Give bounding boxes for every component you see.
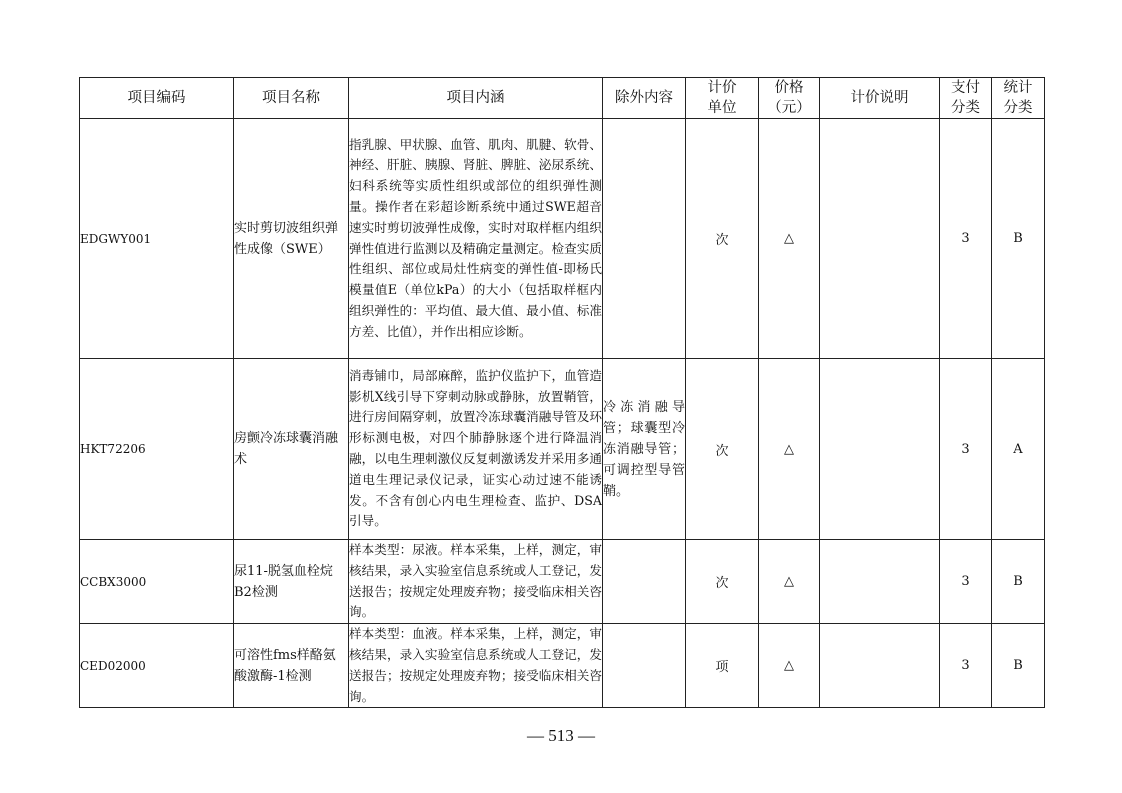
row-name: 房颤冷冻球囊消融术 [234, 359, 349, 540]
row-exclusion [603, 624, 686, 708]
table-row [80, 359, 1045, 540]
row-stat: B [992, 624, 1045, 708]
header-stat-line1: 统计 [1003, 80, 1033, 96]
row-price: △ [759, 540, 820, 624]
row-note [820, 540, 940, 624]
row-price: △ [759, 119, 820, 359]
row-unit: 项 [686, 624, 759, 708]
row-price: △ [759, 624, 820, 708]
row-content: 指乳腺、甲状腺、血管、肌肉、肌腱、软骨、神经、肝脏、胰腺、肾脏、脾脏、泌尿系统、妇科系统等实质性组织或部位的组织弹性测量。操作者在彩超诊断系统中通过SWE超音速实时剪切波弹性成像，实时对取样框内组织弹性值进行监测以及精确定量测定。检查实质性组织、部位或局灶性病变的弹性值-即杨氏模量值E（单位kPa）的大小（包括取样框内组织弹性的：平均值、最大值、最小值、标准方差、比值），并作出相应诊断。 [349, 119, 603, 359]
fee-schedule-table [79, 77, 1045, 708]
header-price [759, 78, 820, 119]
row-exclusion: 冷冻消融导管；球囊型冷冻消融导管；可调控型导管鞘。 [603, 359, 686, 540]
table-row [80, 119, 1045, 359]
header-exclusion: 除外内容 [603, 78, 686, 119]
header-price-line2: （元） [767, 100, 811, 116]
header-unit-line2: 单位 [707, 100, 737, 116]
row-content: 消毒铺巾，局部麻醉，监护仪监护下，血管造影机X线引导下穿刺动脉或静脉，放置鞘管，进行房间隔穿刺，放置冷冻球囊消融导管及环形标测电极，对四个肺静脉逐个进行降温消融，以电生理刺激仪反复刺激诱发并采用多通道电生理记录仪记录，证实心动过速不能诱发。不含有创心内电生理检查、监护、DSA引导。 [349, 359, 603, 540]
header-name: 项目名称 [234, 78, 349, 119]
row-pay: 3 [940, 119, 992, 359]
header-unit-line1: 计价 [707, 80, 737, 96]
row-name: 尿11-脱氢血栓烷B2检测 [234, 540, 349, 624]
row-unit: 次 [686, 359, 759, 540]
row-unit: 次 [686, 119, 759, 359]
header-pay [940, 78, 992, 119]
row-note [820, 119, 940, 359]
row-note [820, 359, 940, 540]
header-note: 计价说明 [820, 78, 940, 119]
row-exclusion [603, 540, 686, 624]
row-name: 实时剪切波组织弹性成像（SWE） [234, 119, 349, 359]
page-number: — 513 — [527, 726, 595, 745]
row-exclusion [603, 119, 686, 359]
header-stat [992, 78, 1045, 119]
row-stat: B [992, 119, 1045, 359]
row-name: 可溶性fms样酪氨酸激酶-1检测 [234, 624, 349, 708]
row-note [820, 624, 940, 708]
header-row [80, 78, 1045, 119]
header-stat-line2: 分类 [1003, 100, 1033, 116]
row-stat: B [992, 540, 1045, 624]
row-pay: 3 [940, 540, 992, 624]
row-stat: A [992, 359, 1045, 540]
header-content: 项目内涵 [349, 78, 603, 119]
row-unit: 次 [686, 540, 759, 624]
header-price-line1: 价格 [774, 80, 804, 96]
row-code: HKT72206 [80, 359, 234, 540]
row-code: CCBX3000 [80, 540, 234, 624]
header-code: 项目编码 [80, 78, 234, 119]
header-unit [686, 78, 759, 119]
table-row [80, 540, 1045, 624]
table-row [80, 624, 1045, 708]
row-content: 样本类型：血液。样本采集，上样，测定，审核结果，录入实验室信息系统或人工登记，发送报告；按规定处理废弃物；接受临床相关咨询。 [349, 624, 603, 708]
row-pay: 3 [940, 624, 992, 708]
row-content: 样本类型：尿液。样本采集，上样，测定，审核结果，录入实验室信息系统或人工登记，发送报告；按规定处理废弃物；接受临床相关咨询。 [349, 540, 603, 624]
row-pay: 3 [940, 359, 992, 540]
header-pay-line1: 支付 [951, 80, 980, 96]
row-code: CED02000 [80, 624, 234, 708]
row-code: EDGWY001 [80, 119, 234, 359]
row-price: △ [759, 359, 820, 540]
header-pay-line2: 分类 [951, 100, 980, 116]
